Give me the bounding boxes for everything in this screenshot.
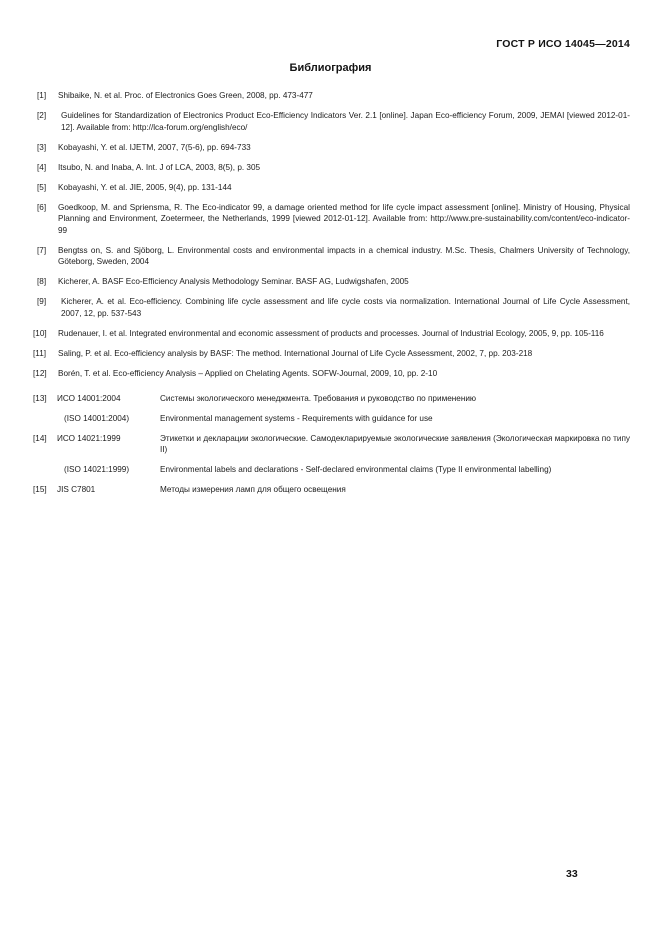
- reference-item: [31, 296, 630, 319]
- standards-row: [31, 393, 630, 405]
- reference-item: [31, 110, 630, 133]
- reference-text: Bengtss on, S. and Sjöborg, L. Environmental costs and environmental impacts in a chemical industry. M.Sc. Thesis, Chalmers University of Technology, Göteborg, Sweden, 2004: [58, 245, 630, 267]
- reference-item: [31, 328, 630, 340]
- standards-row: [31, 413, 630, 425]
- reference-text: Kicherer, A. BASF Eco-Efficiency Analysis Methodology Seminar. BASF AG, Ludwigshafen, 2005: [58, 277, 409, 287]
- reference-text: Shibaike, N. et al. Proc. of Electronics Goes Green, 2008, pp. 473-477: [58, 91, 313, 100]
- reference-item: [31, 202, 630, 237]
- standard-description: Этикетки и декларации экологические. Самодекларируемые экологические заявления (Экологическая маркировка по типу II): [160, 433, 630, 455]
- bibliography-reference-list: [31, 90, 630, 388]
- standards-row: [31, 433, 630, 456]
- standard-description: Методы измерения ламп для общего освещения: [160, 484, 346, 494]
- reference-text: Itsubo, N. and Inaba, A. Int. J of LCA, 2003, 8(5), p. 305: [58, 162, 261, 172]
- reference-number: [7]: [37, 245, 47, 255]
- reference-number: [2]: [37, 110, 47, 120]
- reference-number: [4]: [37, 162, 47, 172]
- reference-item: [31, 90, 630, 102]
- reference-text: Kobayashi, Y. et al. IJETM, 2007, 7(5-6), pp. 694-733: [58, 142, 251, 152]
- reference-number: [9]: [37, 297, 47, 307]
- standard-description: Environmental labels and declarations - Self-declared environmental claims (Type II environmental labelling): [160, 464, 552, 474]
- reference-text: Kobayashi, Y. et al. JIE, 2005, 9(4), pp. 131-144: [58, 182, 232, 192]
- reference-text: Rudenauer, I. et al. Integrated environmental and economic assessment of products and processes. Journal of Industrial Ecology, 2005, 9, pp. 105-116: [58, 328, 604, 338]
- reference-text: Goedkoop, M. and Spriensma, R. The Eco-indicator 99, a damage oriented method for life cycle impact assessment [online]. Ministry of Housing, Physical Planning and Environment, Zoetermeer, the Netherlands, 1999 [viewed 2012-01-12]. Available from: http://www.pre-sustainability.com/content/eco-indicator-99: [58, 202, 630, 235]
- reference-item: [31, 368, 630, 380]
- reference-item: [31, 245, 630, 268]
- standard-code: JIS C7801: [57, 484, 96, 494]
- reference-item: [31, 348, 630, 360]
- page-header-standard-id: ГОСТ Р ИСО 14045—2014: [496, 38, 630, 50]
- reference-number: [13]: [33, 394, 47, 403]
- reference-text: Kicherer, A. et al. Eco-efficiency. Combining life cycle assessment and life cycle costs via normalization. International Journal of Life Cycle Assessment, 2007, 12, pp. 537-543: [61, 297, 630, 318]
- page-title: Библиография: [289, 62, 372, 74]
- reference-item: [31, 142, 630, 154]
- standard-code: ИСО 14021:1999: [57, 433, 121, 443]
- page-number: 33: [566, 868, 578, 880]
- reference-number: [11]: [33, 348, 47, 358]
- reference-number: [8]: [37, 277, 47, 287]
- reference-number: [10]: [33, 328, 47, 338]
- standard-code: (ISO 14001:2004): [64, 413, 130, 423]
- standard-description: Системы экологического менеджмента. Требования и руководство по применению: [160, 394, 477, 403]
- reference-number: [1]: [37, 91, 47, 100]
- reference-number: [12]: [33, 368, 47, 378]
- reference-item: [31, 162, 630, 174]
- standards-row: [31, 484, 630, 496]
- reference-text: Saling, P. et al. Eco-efficiency analysis by BASF: The method. International Journal of Life Cycle Assessment, 2002, 7, pp. 203-218: [58, 348, 533, 358]
- reference-item: [31, 182, 630, 194]
- reference-number: [14]: [33, 433, 47, 443]
- reference-number: [3]: [37, 142, 47, 152]
- standards-reference-table: [31, 393, 630, 504]
- reference-number: [5]: [37, 182, 47, 192]
- standards-row: [31, 464, 630, 476]
- reference-text: Guidelines for Standardization of Electronics Product Eco-Efficiency Indicators Ver. 2.1 [online]. Japan Eco-efficiency Forum, 2009, JEMAI [viewed 2012-01-12]. Available from: http://lca-forum.org/english/eco/: [61, 110, 630, 132]
- reference-number: [6]: [37, 202, 47, 212]
- reference-number: [15]: [33, 484, 47, 494]
- reference-text: Borén, T. et al. Eco-efficiency Analysis – Applied on Chelating Agents. SOFW-Journal, 2009, 10, pp. 2-10: [58, 368, 438, 378]
- standard-code: ИСО 14001:2004: [57, 394, 121, 403]
- reference-item: [31, 276, 630, 288]
- standard-description: Environmental management systems - Requirements with guidance for use: [160, 413, 433, 423]
- standard-code: (ISO 14021:1999): [64, 464, 130, 474]
